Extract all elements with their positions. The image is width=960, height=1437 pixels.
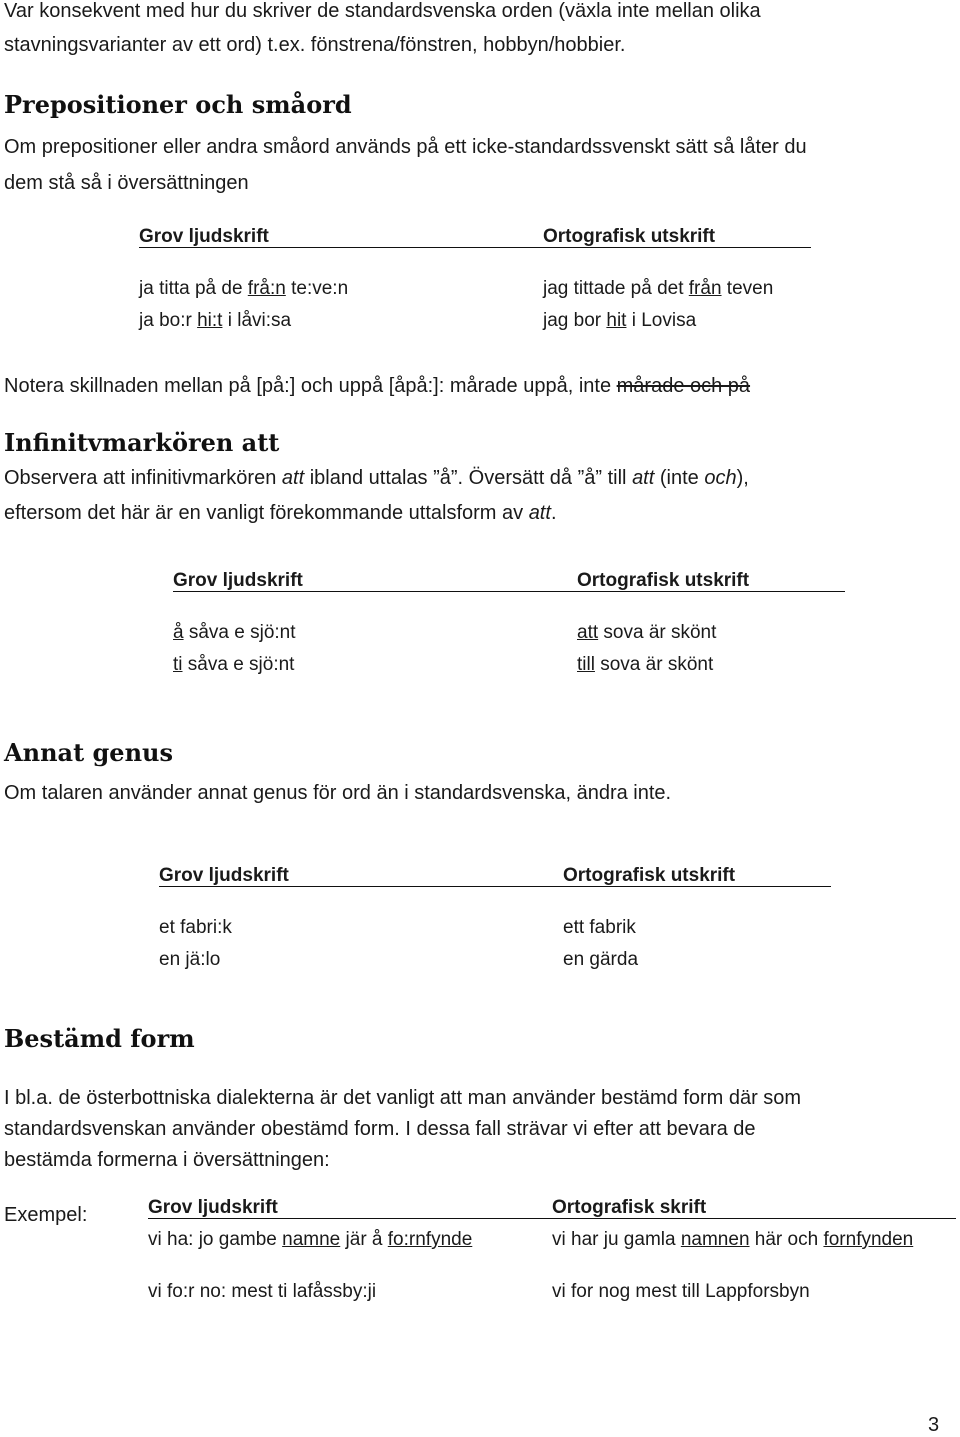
table-row: jag tittade på det från teven [543,278,774,299]
intro-line-1: Var konsekvent med hur du skriver de standardsvenska orden (växla inte mellan olika [4,0,761,22]
intro-line-2: stavningsvarianter av ett ord) t.ex. fönstrena/fönstren, hobbyn/hobbier. [4,34,626,56]
table-row: å såva e sjö:nt [173,622,296,643]
header-underline [173,591,845,592]
header-underline [139,247,811,248]
section-heading-prepositioner: Prepositioner och småord [4,90,352,119]
example-label: Exempel: [4,1204,88,1226]
infinitiv-text-1: Observera att infinitivmarkören att ibland uttalas ”å”. Översätt då ”å” till att (inte och), [4,467,749,489]
table-row: vi har ju gamla namnen här och fornfynden [552,1229,914,1250]
table-row: ti såva e sjö:nt [173,654,295,675]
table-row: et fabri:k [159,917,232,938]
prepositioner-text-1: Om prepositioner eller andra småord används på ett icke-standardssvenskt sätt så låter du [4,136,807,158]
table-row: ett fabrik [563,917,636,938]
section-heading-genus: Annat genus [4,738,173,767]
table-row: en gärda [563,949,639,970]
note-text: Notera skillnaden mellan på [på:] och uppå [åpå:]: mårade uppå, inte mårade och på [4,375,751,397]
section-heading-bestamd: Bestämd form [4,1024,195,1053]
header-underline [159,886,831,887]
genus-text: Om talaren använder annat genus för ord än i standardsvenska, ändra inte. [4,782,672,804]
prepositioner-text-2: dem stå så i översättningen [4,172,249,194]
section-heading-infinitiv: Infinitvmarkören att [4,428,280,457]
table-row: jag bor hit i Lovisa [543,310,697,331]
col-header-grov: Grov ljudskrift [173,570,303,591]
table-row: ja bo:r hi:t i låvi:sa [139,310,292,331]
bestamd-text-3: bestämda formerna i översättningen: [4,1149,330,1171]
page-number: 3 [928,1414,940,1436]
col-header-ortografisk: Ortografisk skrift [552,1197,707,1218]
table-row: ja titta på de frå:n te:ve:n [139,278,349,299]
col-header-ortografisk: Ortografisk utskrift [577,570,750,591]
table-row: att sova är skönt [577,622,717,643]
table-row: vi ha: jo gambe namne jär å fo:rnfynde [148,1229,473,1250]
col-header-grov: Grov ljudskrift [139,226,269,247]
col-header-ortografisk: Ortografisk utskrift [543,226,716,247]
bestamd-text-1: I bl.a. de österbottniska dialekterna är det vanligt att man använder bestämd form där som [4,1087,802,1109]
header-underline [148,1218,956,1219]
bestamd-text-2: standardsvenskan använder obestämd form. I dessa fall strävar vi efter att bevara de [4,1118,756,1140]
table-row: en jä:lo [159,949,221,970]
table-row: till sova är skönt [577,654,714,675]
table-row: vi for nog mest till Lappforsbyn [552,1281,810,1302]
col-header-grov: Grov ljudskrift [159,865,289,886]
col-header-grov: Grov ljudskrift [148,1197,278,1218]
infinitiv-text-2: eftersom det här är en vanligt förekommande uttalsform av att. [4,502,557,524]
table-row: vi fo:r no: mest ti lafåssby:ji [148,1281,377,1302]
col-header-ortografisk: Ortografisk utskrift [563,865,736,886]
